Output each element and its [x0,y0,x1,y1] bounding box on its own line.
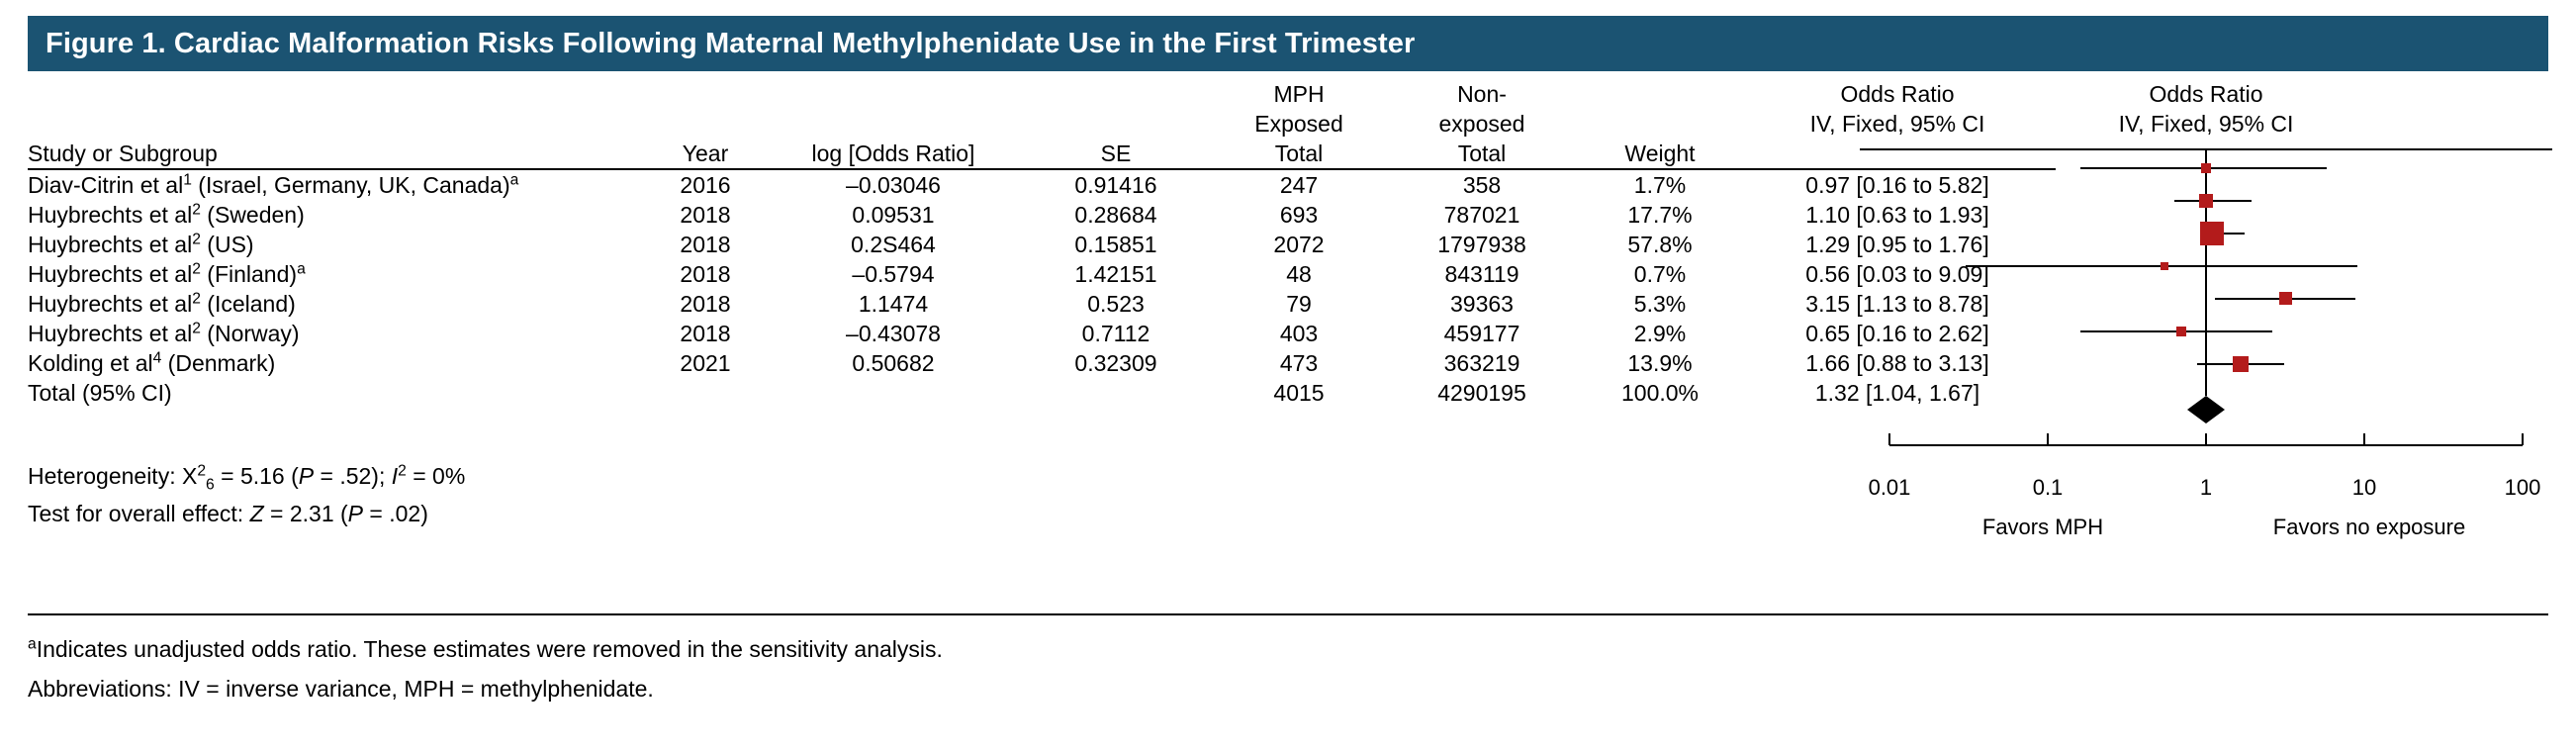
row-non-total: 459177 [1443,321,1520,346]
header-spacer-year [641,79,770,109]
study-ci-row [2197,356,2284,372]
row-or-ci: 0.65 [0.16 to 2.62] [1805,321,1989,346]
row-year: 2021 [680,350,731,376]
heterogeneity-sup: 2 [197,462,207,480]
figure-title: Figure 1. Cardiac Malformation Risks Following Maternal Methylphenidate Use in the First Trimester [46,27,1416,59]
row-se: 0.523 [1087,291,1145,317]
row-mph-total: 403 [1279,321,1319,346]
row-weight: 2.9% [1633,321,1687,346]
study-name: Huybrechts et al [28,232,193,257]
table-row [28,169,2056,200]
study-name: Huybrechts et al [28,291,193,317]
study-region: (Iceland) [200,291,296,317]
row-year: 2018 [680,202,731,228]
study-name: Huybrechts et al [28,202,193,228]
row-mph-total: 79 [1286,291,1312,317]
row-mph-total: 247 [1279,172,1319,198]
row-year: 2018 [680,291,731,317]
overall-effect-line [28,495,465,532]
header-non-line3: Total [1457,141,1507,166]
footnote-a [28,629,943,669]
total-label: Total (95% CI) [28,380,172,406]
header-se: SE [1100,141,1132,166]
study-ci-row [2174,194,2252,208]
axis-tick-label: 1 [2199,475,2213,500]
plot-header-line2: IV, Fixed, 95% CI [2118,111,2294,137]
row-weight: 1.7% [1633,172,1687,198]
overall-p-value: = .02) [363,501,428,526]
row-or-ci: 0.56 [0.03 to 9.09] [1805,261,1989,287]
table-header-row-1 [28,79,2056,109]
study-region: (Israel, Germany, UK, Canada) [191,172,510,198]
axis-tick-label: 0.01 [1868,475,1911,500]
header-or-line2: IV, Fixed, 95% CI [1809,111,1985,137]
row-non-total: 843119 [1444,261,1519,287]
row-year: 2018 [680,261,731,287]
effect-marker [2201,163,2211,173]
header-spacer-year-2 [641,109,770,139]
study-ci-row [1966,262,2357,270]
plot-header-line1: Odds Ratio [2149,81,2263,107]
row-non-total: 39363 [1450,291,1514,317]
row-or-ci: 1.66 [0.88 to 3.13] [1805,350,1989,376]
plot-header [1860,79,2552,139]
heterogeneity-p-symbol: P [298,463,315,489]
effect-marker [2161,262,2168,270]
header-weight: Weight [1624,141,1696,166]
row-se: 0.15851 [1074,232,1157,257]
header-mph-line1: MPH [1273,81,1325,107]
row-se: 0.28684 [1074,202,1157,228]
header-year: Year [682,141,729,166]
total-year-blank [641,378,770,408]
row-study-label [28,200,641,230]
axis-tick-label: 100 [2504,475,2541,500]
statistics-block [28,457,465,532]
row-mph-total: 693 [1279,202,1319,228]
study-region: (Finland) [200,261,298,287]
header-mph-line3: Total [1274,141,1324,166]
header-log-or: log [Odds Ratio] [811,141,975,166]
study-region: (US) [200,232,254,257]
study-ref: 2 [192,320,201,337]
table-row [28,230,2056,259]
header-non-line1: Non- [1457,81,1507,107]
total-mph-total: 4015 [1273,380,1325,406]
row-non-total: 363219 [1443,350,1520,376]
heterogeneity-line [28,457,465,495]
effect-marker [2200,222,2224,245]
table-row [28,259,2056,289]
row-or-ci: 1.29 [0.95 to 1.76] [1805,232,1989,257]
study-ref: 2 [192,201,201,219]
footnote-marker: a [28,635,37,653]
table-header-row-2 [28,109,2056,139]
row-non-total: 787021 [1443,202,1520,228]
study-ref: 2 [192,290,201,308]
effect-marker [2176,327,2186,336]
total-se-blank [1017,378,1215,408]
axis-tick-label: 10 [2351,475,2377,500]
heterogeneity-i-symbol: I [391,463,399,489]
study-ref: 1 [183,171,192,189]
forest-plot-svg [1860,148,2552,485]
study-ci-row [2215,292,2355,305]
row-study-label [28,289,641,319]
total-or-ci: 1.32 [1.04, 1.67] [1814,380,1980,406]
footnote-text: Indicates unadjusted odds ratio. These estimates were removed in the sensitivity analysis. [36,636,943,662]
study-ci-row [2080,327,2272,336]
study-name: Kolding et al [28,350,153,376]
header-or-line1: Odds Ratio [1840,81,1955,107]
row-weight: 17.7% [1627,202,1693,228]
abbreviations-line: Abbreviations: IV = inverse variance, MPH = methylphenidate. [28,676,654,702]
row-mph-total: 48 [1286,261,1312,287]
row-log-or: 0.09531 [852,202,935,228]
row-or-ci: 3.15 [1.13 to 8.78] [1805,291,1989,317]
row-study-label [28,348,641,378]
study-name: Huybrechts et al [28,321,193,346]
row-weight: 0.7% [1633,261,1687,287]
row-study-label [28,259,641,289]
row-or-ci: 1.10 [0.63 to 1.93] [1805,202,1989,228]
effect-marker [2279,292,2292,305]
row-mph-total: 2072 [1273,232,1325,257]
heterogeneity-p-value: = .52); [314,463,392,489]
forest-plot [1860,79,2552,594]
heterogeneity-df: 6 [206,476,215,494]
row-non-total: 358 [1462,172,1502,198]
row-year: 2018 [680,321,731,346]
header-spacer-log [770,79,1017,109]
header-spacer-log-2 [770,109,1017,139]
row-log-or: 1.1474 [858,291,929,317]
table-total-row [28,378,2056,408]
row-log-or: 0.50682 [852,350,935,376]
row-log-or: –0.5794 [852,261,935,287]
row-se: 0.7112 [1081,321,1150,346]
header-study: Study or Subgroup [28,141,218,166]
axis-tick-label: 0.1 [2032,475,2064,500]
row-mph-total: 473 [1279,350,1319,376]
footer-rule [28,613,2548,615]
header-spacer-weight [1581,79,1739,109]
study-ci-row [2200,222,2245,245]
study-ref: 2 [192,260,201,278]
overall-z-value: = 2.31 ( [263,501,348,526]
row-non-total: 1797938 [1437,232,1526,257]
table-row [28,200,2056,230]
study-region: (Norway) [200,321,300,346]
row-se: 1.42151 [1074,261,1157,287]
heterogeneity-prefix: Heterogeneity: X [28,463,198,489]
overall-p-symbol: P [347,501,364,526]
total-non-total: 4290195 [1437,380,1526,406]
study-ref: 2 [192,231,201,248]
row-log-or: 0.2S464 [851,232,936,257]
study-ref: 4 [152,349,162,367]
row-se: 0.91416 [1074,172,1157,198]
heterogeneity-value: = 5.16 ( [214,463,299,489]
row-study-label [28,319,641,348]
header-spacer-weight-2 [1581,109,1739,139]
effect-marker [2199,194,2213,208]
effect-marker [2233,356,2249,372]
row-log-or: –0.43078 [846,321,941,346]
forest-table [28,79,2056,408]
table-row [28,289,2056,319]
header-non-line2: exposed [1438,111,1525,137]
row-se: 0.32309 [1074,350,1157,376]
header-spacer-study [28,79,641,109]
figure-title-bar [28,16,2548,71]
table-header-row-3 [28,139,2056,169]
header-spacer-study-2 [28,109,641,139]
study-region: (Sweden) [200,202,305,228]
table-body [28,169,2056,408]
study-name: Huybrechts et al [28,261,193,287]
row-or-ci: 0.97 [0.16 to 5.82] [1805,172,1989,198]
study-name: Diav-Citrin et al [28,172,184,198]
overall-z-symbol: Z [249,501,264,526]
heterogeneity-i-value: = 0% [406,463,466,489]
favors-right-label: Favors no exposure [2272,515,2466,539]
header-spacer-se [1017,79,1215,109]
row-study-label [28,169,641,200]
heterogeneity-i-sup: 2 [398,462,407,480]
favors-left-label: Favors MPH [1981,515,2104,539]
pooled-diamond [2187,396,2225,423]
row-year: 2016 [680,172,731,198]
row-weight: 13.9% [1627,350,1693,376]
total-weight: 100.0% [1620,380,1699,406]
row-year: 2018 [680,232,731,257]
total-log-blank [770,378,1017,408]
row-log-or: –0.03046 [846,172,941,198]
row-weight: 5.3% [1633,291,1687,317]
study-footnote-marker: a [509,171,519,189]
row-study-label [28,230,641,259]
study-ci-row [2080,163,2327,173]
table-header [28,79,2056,169]
header-mph-line2: Exposed [1254,111,1343,137]
study-footnote-marker: a [297,260,306,278]
study-region: (Denmark) [161,350,276,376]
overall-prefix: Test for overall effect: [28,501,250,526]
header-spacer-se-2 [1017,109,1215,139]
footnotes [28,629,943,708]
table-row [28,348,2056,378]
row-weight: 57.8% [1627,232,1693,257]
table-row [28,319,2056,348]
